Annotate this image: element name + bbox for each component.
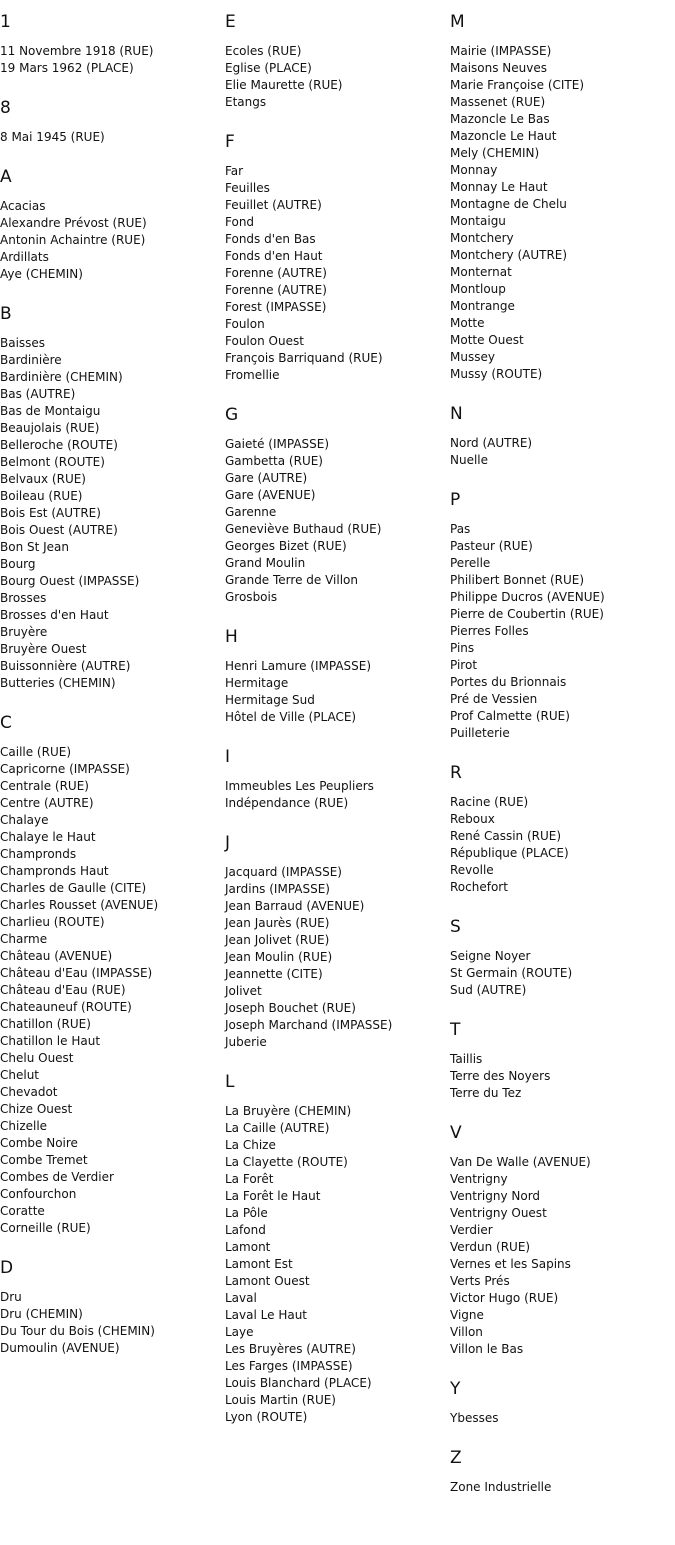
section-letter-heading: J <box>225 833 231 853</box>
street-list-item: Mussy (ROUTE) <box>450 367 543 381</box>
street-list-item: Verdier <box>450 1223 493 1237</box>
street-list-item: La Forêt <box>225 1172 274 1186</box>
street-list-item: Feuilles <box>225 181 270 195</box>
street-list-item: Chevadot <box>0 1085 58 1099</box>
section-letter-heading: L <box>225 1072 235 1092</box>
street-list-item: Perelle <box>450 556 491 570</box>
street-list <box>450 794 672 896</box>
street-list-item: Caille (RUE) <box>0 745 71 759</box>
section-letter-heading: T <box>450 1020 461 1040</box>
street-list-item: La Forêt le Haut <box>225 1189 321 1203</box>
street-list-item: Dru (CHEMIN) <box>0 1307 83 1321</box>
section-letter-heading: Z <box>450 1448 462 1468</box>
street-list-item: Combe Noire <box>0 1136 78 1150</box>
street-list-item: Du Tour du Bois (CHEMIN) <box>0 1324 155 1338</box>
street-list-item: Forenne (AUTRE) <box>225 266 327 280</box>
street-list-item: Ventrigny Nord <box>450 1189 541 1203</box>
street-list-item: Coratte <box>0 1204 45 1218</box>
street-list-item: Chateauneuf (ROUTE) <box>0 1000 132 1014</box>
street-list-item: Butteries (CHEMIN) <box>0 676 116 690</box>
street-list-item: Montaigu <box>450 214 506 228</box>
street-list-item: Hermitage Sud <box>225 693 315 707</box>
section-letter-heading: Y <box>450 1379 461 1399</box>
street-list-item: Seigne Noyer <box>450 949 531 963</box>
street-list-item: Motte <box>450 316 485 330</box>
street-list <box>0 43 222 77</box>
street-list-item: Pré de Vessien <box>450 692 538 706</box>
street-list <box>225 163 447 384</box>
street-list-item: Ybesses <box>450 1411 499 1425</box>
street-list-item: Eglise (PLACE) <box>225 61 312 75</box>
street-list-item: Lafond <box>225 1223 266 1237</box>
street-list-item: François Barriquand (RUE) <box>225 351 383 365</box>
street-list-item: Pirot <box>450 658 478 672</box>
street-list-item: Capricorne (IMPASSE) <box>0 762 130 776</box>
street-list-item: Etangs <box>225 95 267 109</box>
section-letter-heading: S <box>450 917 461 937</box>
street-list-item: Mazoncle Le Bas <box>450 112 550 126</box>
street-list-item: Dumoulin (AVENUE) <box>0 1341 120 1355</box>
street-list-item: Hôtel de Ville (PLACE) <box>225 710 357 724</box>
street-list-item: Champronds <box>0 847 77 861</box>
street-list-item: Monnay <box>450 163 498 177</box>
street-list-item: Jean Jolivet (RUE) <box>225 933 330 947</box>
street-list-item: Champronds Haut <box>0 864 109 878</box>
street-list-item: Gare (AVENUE) <box>225 488 316 502</box>
street-list-item: Massenet (RUE) <box>450 95 546 109</box>
section-letter-heading: 1 <box>0 12 11 32</box>
street-list <box>0 744 222 1237</box>
street-list <box>450 521 672 742</box>
street-list-item: Combe Tremet <box>0 1153 88 1167</box>
street-list-item: Villon le Bas <box>450 1342 524 1356</box>
street-list-item: Lyon (ROUTE) <box>225 1410 308 1424</box>
street-list <box>225 864 447 1051</box>
street-list <box>450 43 672 383</box>
street-list-item: Lamont Est <box>225 1257 293 1271</box>
street-list-item: Van De Walle (AVENUE) <box>450 1155 591 1169</box>
street-list-item: Jean Moulin (RUE) <box>225 950 333 964</box>
street-list <box>225 1103 447 1426</box>
street-list-item: Chelu Ouest <box>0 1051 74 1065</box>
letter-section <box>0 713 222 1237</box>
street-list-item: Villon <box>450 1325 483 1339</box>
street-list-item: Charles de Gaulle (CITE) <box>0 881 147 895</box>
section-letter-heading: F <box>225 132 235 152</box>
street-list-item: Zone Industrielle <box>450 1480 552 1494</box>
street-list-item: Jacquard (IMPASSE) <box>225 865 342 879</box>
street-list-item: Château (AVENUE) <box>0 949 113 963</box>
section-letter-heading: N <box>450 404 463 424</box>
section-letter-heading: M <box>450 12 465 32</box>
street-list-item: Taillis <box>450 1052 483 1066</box>
street-list-item: Bruyère <box>0 625 48 639</box>
letter-section <box>450 917 672 999</box>
street-list <box>450 1154 672 1358</box>
letter-section <box>450 1448 672 1496</box>
street-list-item: Nord (AUTRE) <box>450 436 533 450</box>
letter-section <box>450 1123 672 1358</box>
street-list-item: Victor Hugo (RUE) <box>450 1291 559 1305</box>
street-list <box>225 658 447 726</box>
street-list-item: Grosbois <box>225 590 278 604</box>
letter-section <box>450 1379 672 1427</box>
street-list-item: Ecoles (RUE) <box>225 44 302 58</box>
street-list-item: Marie Françoise (CITE) <box>450 78 585 92</box>
letter-section <box>225 132 447 384</box>
street-list-item: Les Bruyères (AUTRE) <box>225 1342 356 1356</box>
street-list-item: Brosses d'en Haut <box>0 608 109 622</box>
street-list-item: Grande Terre de Villon <box>225 573 358 587</box>
street-list-item: Pierre de Coubertin (RUE) <box>450 607 604 621</box>
letter-section <box>450 1020 672 1102</box>
street-list-item: Ventrigny <box>450 1172 508 1186</box>
street-list-item: Racine (RUE) <box>450 795 529 809</box>
section-letter-heading: R <box>450 763 462 783</box>
street-list-item: Mussey <box>450 350 495 364</box>
street-list-item: Montagne de Chelu <box>450 197 567 211</box>
street-list-item: Bardinière <box>0 353 62 367</box>
street-list-item: Far <box>225 164 244 178</box>
street-list-item: Corneille (RUE) <box>0 1221 91 1235</box>
street-list-item: 19 Mars 1962 (PLACE) <box>0 61 134 75</box>
street-list-item: Laval Le Haut <box>225 1308 308 1322</box>
street-list-item: Antonin Achaintre (RUE) <box>0 233 146 247</box>
street-list-item: Joseph Marchand (IMPASSE) <box>225 1018 393 1032</box>
street-list-item: Bon St Jean <box>0 540 70 554</box>
street-list-item: Philippe Ducros (AVENUE) <box>450 590 605 604</box>
street-list-item: Portes du Brionnais <box>450 675 567 689</box>
letter-section <box>450 763 672 896</box>
street-list-item: Bourg Ouest (IMPASSE) <box>0 574 140 588</box>
street-list <box>0 1289 222 1357</box>
street-list-item: Lamont Ouest <box>225 1274 310 1288</box>
street-list-item: La Caille (AUTRE) <box>225 1121 330 1135</box>
street-list-item: Bardinière (CHEMIN) <box>0 370 123 384</box>
street-index-column-3 <box>450 12 672 1517</box>
section-letter-heading: G <box>225 405 239 425</box>
street-list-item: Motte Ouest <box>450 333 524 347</box>
street-list-item: Bruyère Ouest <box>0 642 87 656</box>
street-list-item: Mairie (IMPASSE) <box>450 44 552 58</box>
street-list <box>225 436 447 606</box>
street-list-item: Bourg <box>0 557 36 571</box>
street-list-item: Château d'Eau (RUE) <box>0 983 126 997</box>
street-list-item: Indépendance (RUE) <box>225 796 349 810</box>
street-list-item: Terre du Tez <box>450 1086 522 1100</box>
street-list <box>0 198 222 283</box>
section-letter-heading: C <box>0 713 12 733</box>
street-list-item: Montchery (AUTRE) <box>450 248 568 262</box>
street-list-item: Vigne <box>450 1308 484 1322</box>
street-list-item: Jolivet <box>225 984 262 998</box>
street-list-item: Beaujolais (RUE) <box>0 421 100 435</box>
street-list-item: Fonds d'en Haut <box>225 249 323 263</box>
street-list-item: Geneviève Buthaud (RUE) <box>225 522 382 536</box>
street-list-item: 8 Mai 1945 (RUE) <box>0 130 105 144</box>
street-list-item: Forest (IMPASSE) <box>225 300 327 314</box>
street-list-item: Fonds d'en Bas <box>225 232 316 246</box>
section-letter-heading: V <box>450 1123 462 1143</box>
street-list-item: Pas <box>450 522 471 536</box>
section-letter-heading: A <box>0 167 12 187</box>
street-list-item: Chalaye <box>0 813 49 827</box>
street-list-item: Lamont <box>225 1240 271 1254</box>
letter-section <box>450 490 672 742</box>
section-letter-heading: I <box>225 747 231 767</box>
street-list-item: Aye (CHEMIN) <box>0 267 83 281</box>
street-list-item: Puilleterie <box>450 726 510 740</box>
street-list-item: Ventrigny Ouest <box>450 1206 547 1220</box>
street-list-item: Les Farges (IMPASSE) <box>225 1359 353 1373</box>
street-list-item: Fond <box>225 215 255 229</box>
street-list-item: René Cassin (RUE) <box>450 829 562 843</box>
street-list-item: Forenne (AUTRE) <box>225 283 327 297</box>
section-letter-heading: D <box>0 1258 14 1278</box>
street-list-item: Mazoncle Le Haut <box>450 129 557 143</box>
street-list-item: Jardins (IMPASSE) <box>225 882 330 896</box>
street-list-item: Foulon <box>225 317 265 331</box>
letter-section <box>225 12 447 111</box>
street-list-item: Reboux <box>450 812 495 826</box>
street-list-item: Joseph Bouchet (RUE) <box>225 1001 356 1015</box>
street-list-item: Belmont (ROUTE) <box>0 455 105 469</box>
street-list-item: Grand Moulin <box>225 556 306 570</box>
street-list-item: Nuelle <box>450 453 489 467</box>
street-list-item: Montchery <box>450 231 514 245</box>
street-list-item: Revolle <box>450 863 494 877</box>
street-list-item: Baisses <box>0 336 46 350</box>
letter-section <box>225 1072 447 1426</box>
letter-section <box>0 304 222 692</box>
street-list-item: Confourchon <box>0 1187 77 1201</box>
street-list-item: Chizelle <box>0 1119 48 1133</box>
letter-section <box>225 833 447 1051</box>
street-list-item: République (PLACE) <box>450 846 569 860</box>
street-list-item: Feuillet (AUTRE) <box>225 198 322 212</box>
street-list-item: Vernes et les Sapins <box>450 1257 571 1271</box>
street-list-item: Verdun (RUE) <box>450 1240 531 1254</box>
street-list-item: Jeannette (CITE) <box>225 967 323 981</box>
street-list <box>450 435 672 469</box>
street-list-item: Louis Blanchard (PLACE) <box>225 1376 372 1390</box>
street-list <box>0 335 222 692</box>
street-list-item: Rochefort <box>450 880 508 894</box>
section-letter-heading: P <box>450 490 461 510</box>
street-list-item: St Germain (ROUTE) <box>450 966 573 980</box>
street-list-item: Boileau (RUE) <box>0 489 83 503</box>
street-list-item: Belleroche (ROUTE) <box>0 438 118 452</box>
letter-section <box>225 627 447 726</box>
street-list-item: Immeubles Les Peupliers <box>225 779 374 793</box>
street-list-item: Gare (AUTRE) <box>225 471 308 485</box>
street-list <box>225 43 447 111</box>
section-letter-heading: 8 <box>0 98 11 118</box>
street-list-item: Henri Lamure (IMPASSE) <box>225 659 372 673</box>
street-index-column-2 <box>225 12 447 1447</box>
street-list-item: Laye <box>225 1325 254 1339</box>
letter-section <box>225 747 447 812</box>
street-list-item: Sud (AUTRE) <box>450 983 527 997</box>
street-list-item: La Bruyère (CHEMIN) <box>225 1104 352 1118</box>
street-list-item: Monternat <box>450 265 512 279</box>
street-list-item: Charles Rousset (AVENUE) <box>0 898 159 912</box>
street-list-item: Hermitage <box>225 676 289 690</box>
street-list-item: Georges Bizet (RUE) <box>225 539 347 553</box>
street-list-item: Jean Barraud (AVENUE) <box>225 899 365 913</box>
street-list-item: Prof Calmette (RUE) <box>450 709 570 723</box>
street-index-column-1 <box>0 12 222 1378</box>
letter-section <box>450 12 672 383</box>
street-list-item: Chatillon (RUE) <box>0 1017 91 1031</box>
street-list <box>450 1410 672 1427</box>
street-list-item: Gambetta (RUE) <box>225 454 323 468</box>
street-list-item: Bois Est (AUTRE) <box>0 506 101 520</box>
street-list-item: Chelut <box>0 1068 40 1082</box>
street-list-item: Chize Ouest <box>0 1102 73 1116</box>
street-list-item: Montloup <box>450 282 506 296</box>
street-list-item: Gaieté (IMPASSE) <box>225 437 330 451</box>
street-list-item: Pasteur (RUE) <box>450 539 533 553</box>
street-list-item: Elie Maurette (RUE) <box>225 78 343 92</box>
letter-section <box>225 405 447 606</box>
street-list <box>450 1051 672 1102</box>
street-list-item: Chatillon le Haut <box>0 1034 101 1048</box>
letter-section <box>0 98 222 146</box>
street-list-item: 11 Novembre 1918 (RUE) <box>0 44 154 58</box>
section-letter-heading: B <box>0 304 12 324</box>
street-list-item: Brosses <box>0 591 47 605</box>
street-list-item: Centrale (RUE) <box>0 779 89 793</box>
street-list-item: Monnay Le Haut <box>450 180 548 194</box>
street-list-item: La Clayette (ROUTE) <box>225 1155 348 1169</box>
street-list <box>225 778 447 812</box>
street-list-item: Laval <box>225 1291 257 1305</box>
street-list-item: Jean Jaurès (RUE) <box>225 916 330 930</box>
street-list-item: Verts Prés <box>450 1274 510 1288</box>
street-list-item: Pierres Folles <box>450 624 529 638</box>
street-list-item: La Chize <box>225 1138 276 1152</box>
street-list-item: Garenne <box>225 505 277 519</box>
letter-section <box>0 1258 222 1357</box>
section-letter-heading: E <box>225 12 236 32</box>
street-list-item: Bas de Montaigu <box>0 404 101 418</box>
letter-section <box>0 167 222 283</box>
street-list <box>0 129 222 146</box>
section-letter-heading: H <box>225 627 238 647</box>
street-list-item: Montrange <box>450 299 515 313</box>
street-list-item: Acacias <box>0 199 46 213</box>
street-list-item: Mely (CHEMIN) <box>450 146 540 160</box>
street-list-item: Foulon Ouest <box>225 334 304 348</box>
street-list-item: La Pôle <box>225 1206 268 1220</box>
street-list-item: Chalaye le Haut <box>0 830 96 844</box>
street-list-item: Bois Ouest (AUTRE) <box>0 523 118 537</box>
street-list-item: Buissonnière (AUTRE) <box>0 659 131 673</box>
street-list-item: Fromellie <box>225 368 280 382</box>
street-list-item: Pins <box>450 641 475 655</box>
letter-section <box>450 404 672 469</box>
street-list-item: Terre des Noyers <box>450 1069 551 1083</box>
street-list-item: Centre (AUTRE) <box>0 796 94 810</box>
street-list-item: Bas (AUTRE) <box>0 387 76 401</box>
street-list-item: Juberie <box>225 1035 267 1049</box>
street-list-item: Château d'Eau (IMPASSE) <box>0 966 153 980</box>
street-list-item: Philibert Bonnet (RUE) <box>450 573 585 587</box>
street-list <box>450 1479 672 1496</box>
letter-section <box>0 12 222 77</box>
street-list-item: Louis Martin (RUE) <box>225 1393 336 1407</box>
street-list-item: Belvaux (RUE) <box>0 472 86 486</box>
street-list-item: Alexandre Prévost (RUE) <box>0 216 147 230</box>
street-list-item: Dru <box>0 1290 22 1304</box>
street-list-item: Combes de Verdier <box>0 1170 114 1184</box>
street-list-item: Ardillats <box>0 250 49 264</box>
street-list-item: Maisons Neuves <box>450 61 548 75</box>
street-list-item: Charlieu (ROUTE) <box>0 915 105 929</box>
street-list <box>450 948 672 999</box>
street-list-item: Charme <box>0 932 48 946</box>
